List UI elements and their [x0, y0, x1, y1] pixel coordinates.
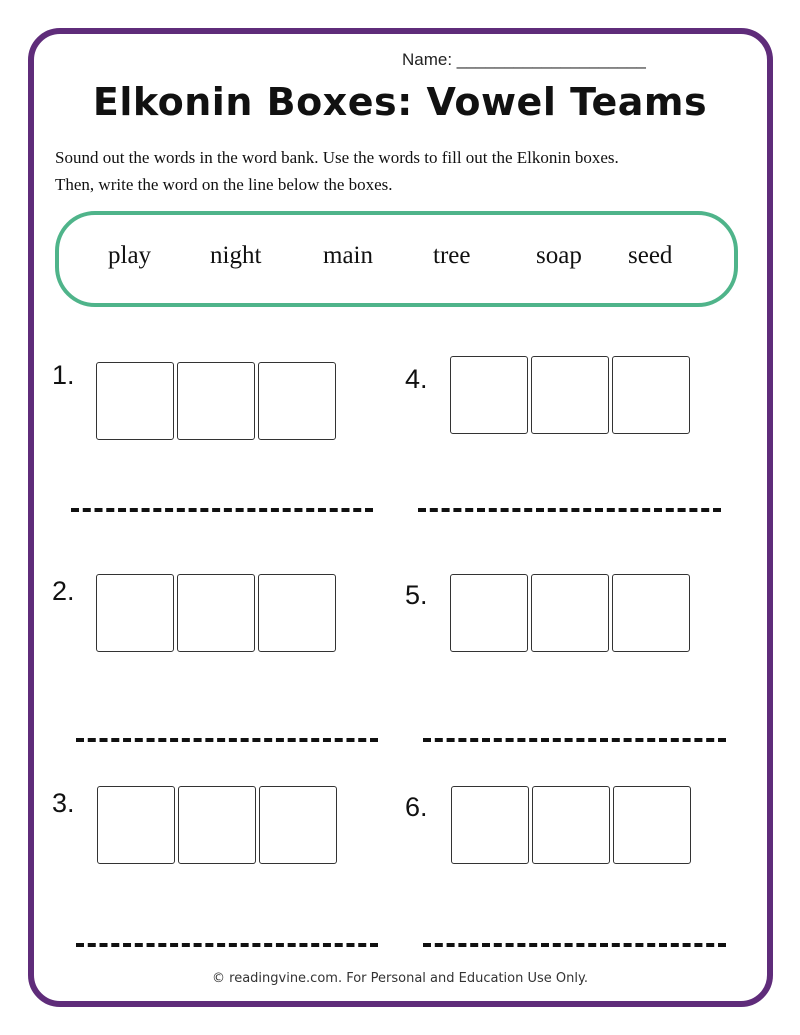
sound-box[interactable] [451, 786, 529, 864]
item-number-1: 1. [52, 360, 75, 390]
answer-line-3[interactable] [76, 943, 378, 947]
sound-box[interactable] [178, 786, 256, 864]
sound-box[interactable] [613, 786, 691, 864]
sound-box[interactable] [258, 362, 336, 440]
sound-box[interactable] [450, 356, 528, 434]
answer-line-4[interactable] [418, 508, 721, 512]
word-bank-word: seed [628, 242, 673, 269]
item-number-6: 6. [405, 792, 428, 822]
word-bank-word: main [323, 242, 373, 269]
sound-box[interactable] [258, 574, 336, 652]
sound-box[interactable] [97, 786, 175, 864]
elkonin-boxes-6 [451, 786, 694, 864]
sound-box[interactable] [612, 574, 690, 652]
word-bank-word: tree [433, 242, 471, 269]
sound-box[interactable] [96, 574, 174, 652]
answer-line-6[interactable] [423, 943, 726, 947]
answer-line-5[interactable] [423, 738, 726, 742]
sound-box[interactable] [450, 574, 528, 652]
elkonin-boxes-3 [97, 786, 340, 864]
sound-box[interactable] [612, 356, 690, 434]
answer-line-1[interactable] [71, 508, 373, 512]
item-number-5: 5. [405, 580, 428, 610]
footer-copyright: © readingvine.com. For Personal and Education Use Only. [212, 971, 588, 986]
item-number-4: 4. [405, 364, 428, 394]
page-title: Elkonin Boxes: Vowel Teams [92, 80, 708, 124]
elkonin-boxes-1 [96, 362, 339, 440]
answer-line-2[interactable] [76, 738, 378, 742]
item-number-2: 2. [52, 576, 75, 606]
sound-box[interactable] [177, 362, 255, 440]
sound-box[interactable] [531, 574, 609, 652]
sound-box[interactable] [96, 362, 174, 440]
instructions-line-2: Then, write the word on the line below the boxes. [55, 175, 393, 194]
elkonin-boxes-4 [450, 356, 693, 434]
instructions [55, 144, 765, 198]
word-bank-word: play [108, 242, 152, 269]
sound-box[interactable] [531, 356, 609, 434]
item-number-3: 3. [52, 788, 75, 818]
word-bank-word: night [210, 242, 262, 269]
word-bank-word: soap [536, 242, 582, 269]
name-field[interactable]: Name: ____________________ [402, 50, 646, 69]
sound-box[interactable] [177, 574, 255, 652]
elkonin-boxes-5 [450, 574, 693, 652]
instructions-line-1: Sound out the words in the word bank. Use the words to fill out the Elkonin boxes. [55, 148, 619, 167]
sound-box[interactable] [259, 786, 337, 864]
sound-box[interactable] [532, 786, 610, 864]
elkonin-boxes-2 [96, 574, 339, 652]
